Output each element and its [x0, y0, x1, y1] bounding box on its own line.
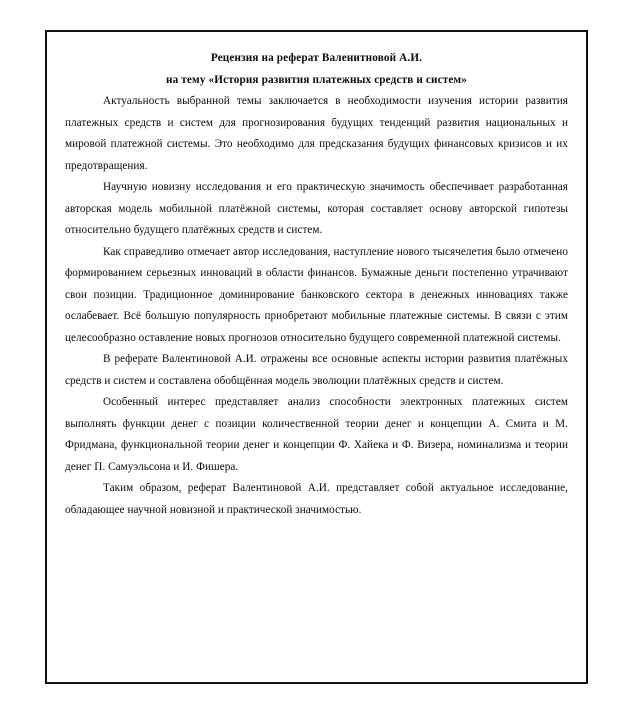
document-page [45, 30, 588, 684]
document-body [65, 48, 568, 521]
paragraph-1: Актуальность выбранной темы заключается в необходимости изучения истории развития платежных средств и систем для прогнозирования будущих тенденций развития национальных и мировой платежной системы. Это необходимо для предсказания будущих финансовых кризисов и их предотвращения. [65, 95, 568, 172]
paragraph-5: Особенный интерес представляет анализ способности электронных платежных систем выполнять функции денег с позиции количественной теории денег и концепции А. Смита и М. Фридмана, функциональной теории денег и концепции Ф. Хайека и Ф. Визера, номинализма и теории денег П. Самуэльсона и И. Фишера. [65, 396, 568, 473]
paragraph-3: Как справедливо отмечает автор исследования, наступление нового тысячелетия было отмечено формированием серьезных инноваций в области финансов. Бумажные деньги постепенно утрачивают свои позиции. Традиционное доминирование банковского сектора в денежных инновациях также ослабевает. Всё большую популярность приобретают мобильные платежные системы. В связи с этим целесообразно оставление новых прогнозов относительно будущего современной платежной системы. [65, 245, 568, 344]
paragraph-4: В реферате Валентиновой А.И. отражены все основные аспекты истории развития платёжных средств и систем и составлена обобщённая модель эволюции платёжных средств и систем. [65, 353, 568, 387]
document-title-line-2: на тему «История развития платежных средств и систем» [166, 73, 467, 86]
paragraph-6: Таким образом, реферат Валентиновой А.И. представляет собой актуальное исследование, обладающее научной новизной и практической значимостью. [65, 482, 568, 516]
paragraph-2: Научную новизну исследования и его практическую значимость обеспечивает разработанная авторская модель мобильной платёжной системы, которая составляет основу авторской гипотезы относительно будущего платёжных средств и систем. [65, 181, 568, 236]
document-title-line-1: Рецензия на реферат Валенитновой А.И. [210, 52, 423, 64]
